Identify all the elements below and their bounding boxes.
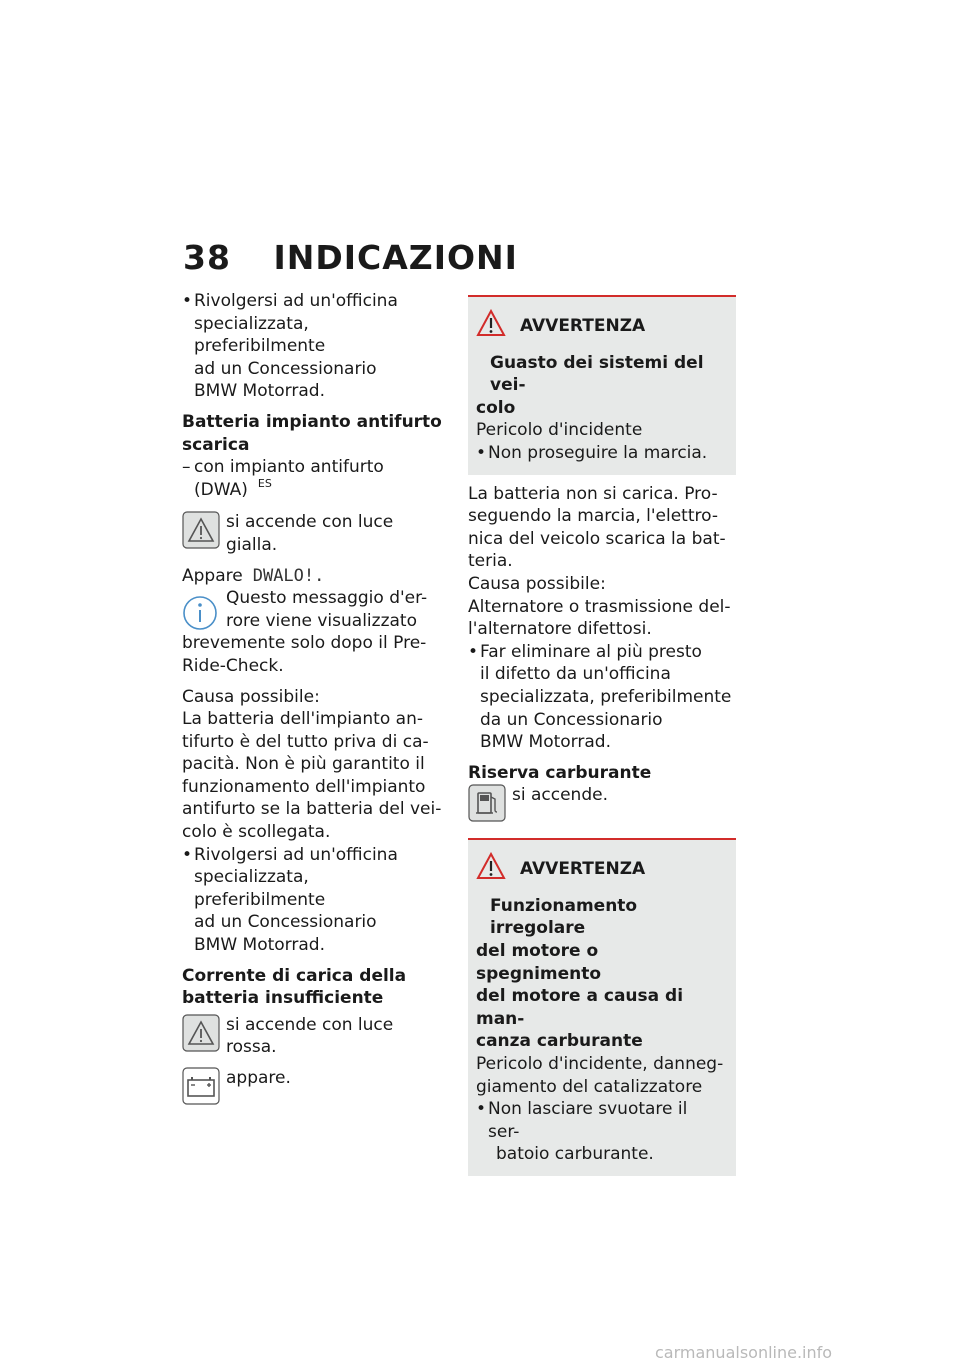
left-column: • Rivolgersi ad un'officina specializzata, preferibilmente ad un Concessionario BMW Motorrad. Batteria impianto antifurto scarica – con impianto antifurto (DWA) $^{ES}$ si accende con luce gialla. Appare DWALO!. Questo messaggio d'er- rore viene visualizzato brevemente solo dopo il Pre- Ride-Check. Causa possibile: La batteria dell'impianto an- tifurto è del tutto priva di ca- pacità. Non è più garantito il funzionamento dell'impianto antifurto se la batteria del vei- colo è scollegata. • Rivolgersi ad un'officina specializzata, preferibilmente ad un Concessionario BMW Motorrad. Corrente di carica della batteria insufficiente si accende con luce rossa. appare. bbox=[182, 290, 444, 1111]
section-heading: Corrente di carica della batteria insufficiente bbox=[182, 965, 407, 1009]
indicator-row: appare. bbox=[182, 1067, 444, 1111]
warning-title: Guasto dei sistemi del vei- colo bbox=[476, 352, 704, 418]
warning-header bbox=[476, 309, 724, 344]
warning-symbol-icon bbox=[476, 852, 506, 887]
list-item: • Rivolgersi ad un'officina specializzata, preferibilmente ad un Concessionario BMW Motorrad. bbox=[182, 291, 398, 402]
warning-text: Pericolo d'incidente bbox=[476, 420, 643, 441]
section-title: INDICAZIONI bbox=[273, 238, 518, 277]
indicator-row: si accende. bbox=[468, 784, 736, 828]
warning-triangle-icon bbox=[182, 1014, 220, 1059]
warning-box bbox=[468, 295, 736, 475]
fuel-pump-icon bbox=[468, 784, 506, 829]
warning-label: AVVERTENZA bbox=[520, 316, 646, 336]
country-code: ES bbox=[257, 476, 272, 490]
info-icon bbox=[182, 595, 218, 638]
section-heading: Riserva carburante bbox=[468, 762, 652, 783]
condition-item: – con impianto antifurto (DWA) $^{ES}$ bbox=[182, 457, 384, 500]
cause-text: Alternatore o trasmissione del- l'alternatore difettosi. bbox=[468, 596, 731, 640]
warning-bullet: • Non proseguire la marcia. bbox=[476, 442, 708, 463]
warning-symbol-icon bbox=[476, 309, 506, 344]
right-column bbox=[468, 295, 736, 1176]
indicator-row: si accende con luce rossa. bbox=[182, 1014, 444, 1059]
list-item: • Far eliminare al più presto il difetto da un'officina specializzata, preferibilmente da un Concessionario BMW Motorrad. bbox=[468, 641, 732, 753]
display-message: Appare DWALO!. bbox=[182, 565, 325, 586]
warning-triangle-icon bbox=[182, 511, 220, 556]
page-header bbox=[183, 238, 518, 277]
paragraph: La batteria non si carica. Pro- seguendo la marcia, l'elettro- nica del veicolo scarica la bat- teria. bbox=[468, 483, 726, 572]
watermark: carmanualsonline.info bbox=[655, 1343, 833, 1362]
warning-title: Funzionamento irregolare del motore o spegnimento del motore a causa di man- canza carburante bbox=[476, 895, 684, 1052]
display-code: DWALO!. bbox=[252, 565, 325, 586]
battery-icon bbox=[182, 1067, 220, 1112]
warning-bullet: • Non lasciare svuotare il ser- batoio carburante. bbox=[476, 1099, 688, 1165]
page-number: 38 bbox=[183, 238, 231, 277]
warning-text: Pericolo d'incidente, danneg- giamento del catalizzatore bbox=[476, 1054, 724, 1097]
section-heading: Batteria impianto antifurto scarica bbox=[182, 411, 442, 455]
warning-header bbox=[476, 852, 724, 887]
cause-text: La batteria dell'impianto an- tifurto è del tutto priva di ca- pacità. Non è più garantito il funzionamento dell'impianto antifurto se la batteria del vei- colo è scollegata. bbox=[182, 709, 442, 843]
warning-box bbox=[468, 838, 736, 1176]
cause-label: Causa possibile: bbox=[468, 573, 606, 594]
info-note: Questo messaggio d'er- rore viene visualizzato bbox=[182, 587, 444, 632]
warning-label: AVVERTENZA bbox=[520, 859, 646, 880]
list-item: • Rivolgersi ad un'officina specializzata, preferibilmente ad un Concessionario BMW Motorrad. bbox=[182, 844, 398, 956]
indicator-row: si accende con luce gialla. bbox=[182, 511, 444, 556]
cause-label: Causa possibile: bbox=[182, 686, 320, 707]
